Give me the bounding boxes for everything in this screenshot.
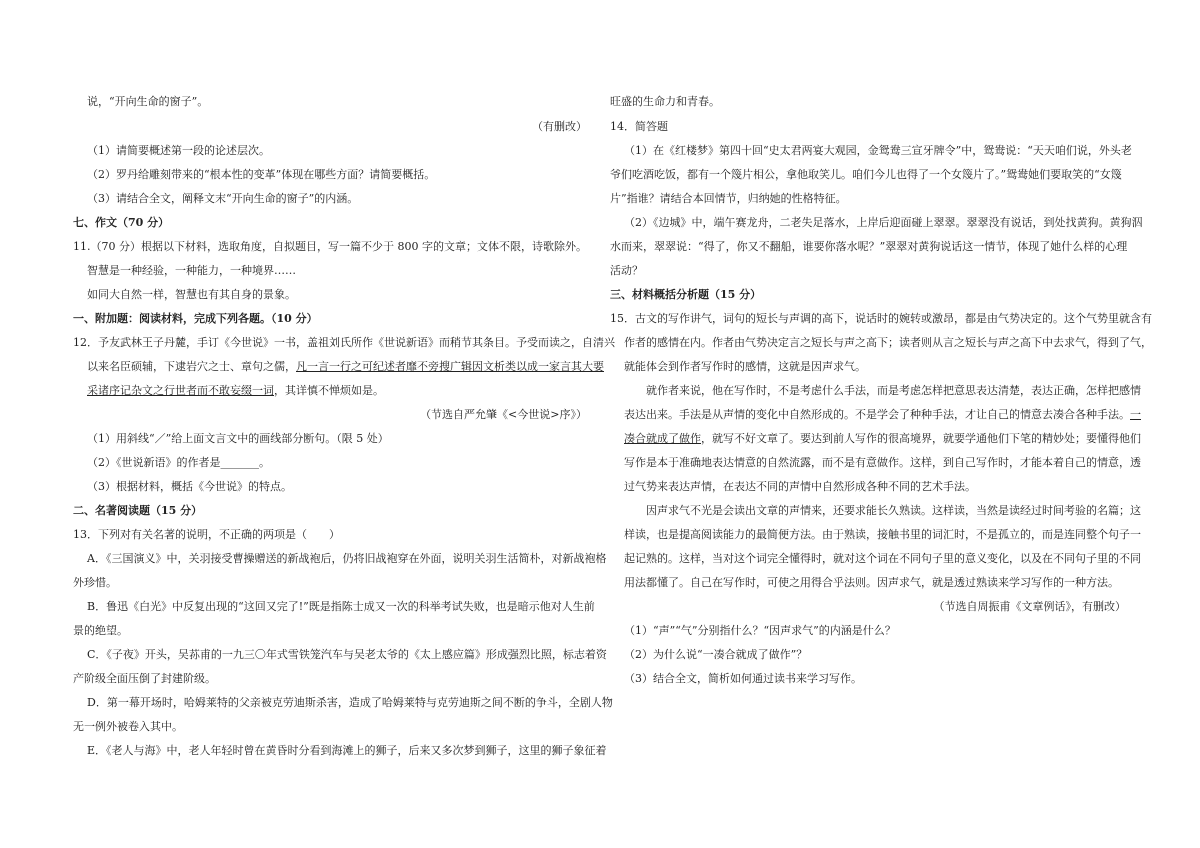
question-item: （3）结合全文，简析如何通过读书来学习写作。 [624,672,862,685]
paragraph-line: 旺盛的生命力和青春。 [610,95,720,108]
question-item: 爷们吃酒吃饭，都有一个篾片相公，拿他取笑儿。咱们今儿也得了一个女篾片了。”鸳鸯她们要取笑的“女篾 [610,168,1122,181]
source-note: （节选自周振甫《文章例话》，有删改） [933,600,1126,613]
paragraph-line: 智慧是一种经验，一种能力，一种境界…… [87,264,296,277]
paragraph-line [87,384,384,398]
question-item: （3）请结合全文，阐释文末“开向生命的窗子”的内涵。 [87,192,359,205]
paragraph-line: 用法都懂了。自己在写作时，可使之用得合乎法则。因声求气，就是透过熟读来学习写作的一种方法。 [624,576,1119,589]
question-stem: 12．予友武林王子丹麓，手订《今世说》一书，盖祖刘氏所作《世说新语》而稍节其条目。予受而读之，自清兴 [73,336,615,349]
option-line: D．第一幕开场时，哈姆莱特的父亲被克劳迪斯杀害，造成了哈姆莱特与克劳迪斯之间不断的争斗，全剧人物 [87,696,613,709]
paragraph-line: 过气势来表达声情，在表达不同的声情中自然形成各种不同的艺术手法。 [624,480,976,493]
question-item: 活动？ [610,264,643,277]
question-item: （1）请简要概述第一段的论述层次。 [87,144,270,157]
question-stem: 14．简答题 [610,120,668,133]
underlined-phrase: 凑合就成了做作 [624,432,701,445]
source-note: （节选自严允肇《<今世说>序》） [420,408,587,421]
question-stem: 15．古文的写作讲气，词句的短长与声调的高下，说话时的婉转或激昂，都是由气势决定的。这个气势里就含有 [610,312,1152,325]
question-item: （3）根据材料，概括《今世说》的特点。 [87,480,292,493]
question-item: （2）《边城》中，端午赛龙舟，二老失足落水，上岸后迎面碰上翠翠。翠翠没有说话，到处找黄狗。黄狗泅 [624,216,1143,229]
question-item: （1）“声”“气”分别指什么？“因声求气”的内涵是什么？ [624,624,896,637]
underlined-passage: 凡一言一行之可纪述者靡不旁搜广辑因文析类以成一家言其大要 [296,360,604,373]
question-item: （2）为什么说“一凑合就成了做作”？ [624,648,808,661]
plain-text: ，其详慎不惮烦如是。 [274,384,384,397]
question-stem: 11.（70 分）根据以下材料，选取角度，自拟题目，写一篇不少于 800 字的文章；文体不限，诗歌除外。 [73,240,587,253]
section-heading: 二、名著阅读题（15 分） [73,504,203,517]
paragraph-line [624,432,1141,446]
paragraph-line: 如同大自然一样，智慧也有其自身的景象。 [87,288,296,301]
plain-text: ，就写不好文章了。要达到前人写作的很高境界，就要学通他们下笔的精妙处；要懂得他们 [701,432,1141,445]
paragraph-line: 起记熟的。这样，当对这个词完全懂得时，就对这个词在不同句子里的意义变化，以及在不同句子里的不同 [624,552,1141,565]
underlined-passage: 采诸序记杂文之行世者而不敢妄缀一词 [87,384,274,397]
question-item: （2）《世说新语》的作者是_______。 [87,456,270,469]
underlined-phrase: 一 [1130,408,1141,421]
paragraph-line: 写作是本于准确地表达情意的自然流露，而不是有意做作。这样，到自己写作时，才能本着自己的情意，透 [624,456,1141,469]
option-line: 产阶级全面压倒了封建阶级。 [73,672,216,685]
option-line: C．《子夜》开头，吴荪甫的一九三〇年式雪铁笼汽车与吴老太爷的《太上感应篇》形成强烈比照，标志着资 [87,648,607,661]
section-heading: 七、作文（70 分） [73,216,170,229]
option-line: 景的绝望。 [73,624,128,637]
option-line: 外珍惜。 [73,576,117,589]
paragraph-line: 说，“开向生命的窗子”。 [87,95,209,108]
question-item: （1）在《红楼梦》第四十回“史太君两宴大观园，金鸳鸯三宣牙牌令”中，鸳鸯说：“天天咱们说，外头老 [624,144,1132,157]
option-line: 无一例外被卷入其中。 [73,720,183,733]
plain-text: 以来名臣硕辅，下逮岩穴之士、章句之儒， [87,360,296,373]
section-heading: 三、材料概括分析题（15 分） [610,288,762,301]
paragraph-line: 因声求气不光是会读出文章的声情来，还要求能长久熟读。这样读，当然是读经过时间考验的名篇；这 [646,504,1141,517]
question-item: （1）用斜线“／”给上面文言文中的画线部分断句。（限 5 处） [87,432,389,445]
question-item: 水而来，翠翠说：“得了，你又不翻船，谁要你落水呢？”翠翠对黄狗说话这一情节，体现了她什么样的心理 [610,240,1128,253]
source-note: （有删改） [532,120,587,133]
paragraph-line: 作者的感情在内。作者由气势决定言之短长与声之高下；读者则从言之短长与声之高下中去求气，得到了气， [624,336,1152,349]
paragraph-line: 样读，也是提高阅读能力的最简便方法。由于熟读，接触书里的词汇时，不是孤立的，而是连同整个句子一 [624,528,1141,541]
paragraph-line: 就作者来说，他在写作时，不是考虑什么手法，而是考虑怎样把意思表达清楚，表达正确，怎样把感情 [646,384,1141,397]
paragraph-line [624,408,1141,422]
question-item: 片”指谁？请结合本回情节，归纳她的性格特征。 [610,192,847,205]
question-stem: 13．下列对有关名著的说明，不正确的两项是（ ） [73,528,340,541]
paragraph-line: 就能体会到作者写作时的感情，这就是因声求气。 [624,360,866,373]
section-heading: 一、附加题：阅读材料，完成下列各题。（10 分） [73,312,318,325]
plain-text: 表达出来。手法是从声情的变化中自然形成的。不是学会了种种手法，才让自己的情意去凑合各种手法。 [624,408,1130,421]
question-item: （2）罗丹给雕刻带来的“根本性的变革”体现在哪些方面？请简要概括。 [87,168,436,181]
option-line: B．鲁迅《白光》中反复出现的“这回又完了!”既是指陈士成又一次的科举考试失败，也是暗示他对人生前 [87,600,595,613]
paragraph-line [87,360,604,374]
option-line: A．《三国演义》中，关羽接受曹操赠送的新战袍后，仍将旧战袍穿在外面，说明关羽生活简朴，对新战袍格 [87,552,607,565]
option-line: E．《老人与海》中，老人年轻时曾在黄昏时分看到海滩上的狮子，后来又多次梦到狮子，这里的狮子象征着 [87,744,607,757]
